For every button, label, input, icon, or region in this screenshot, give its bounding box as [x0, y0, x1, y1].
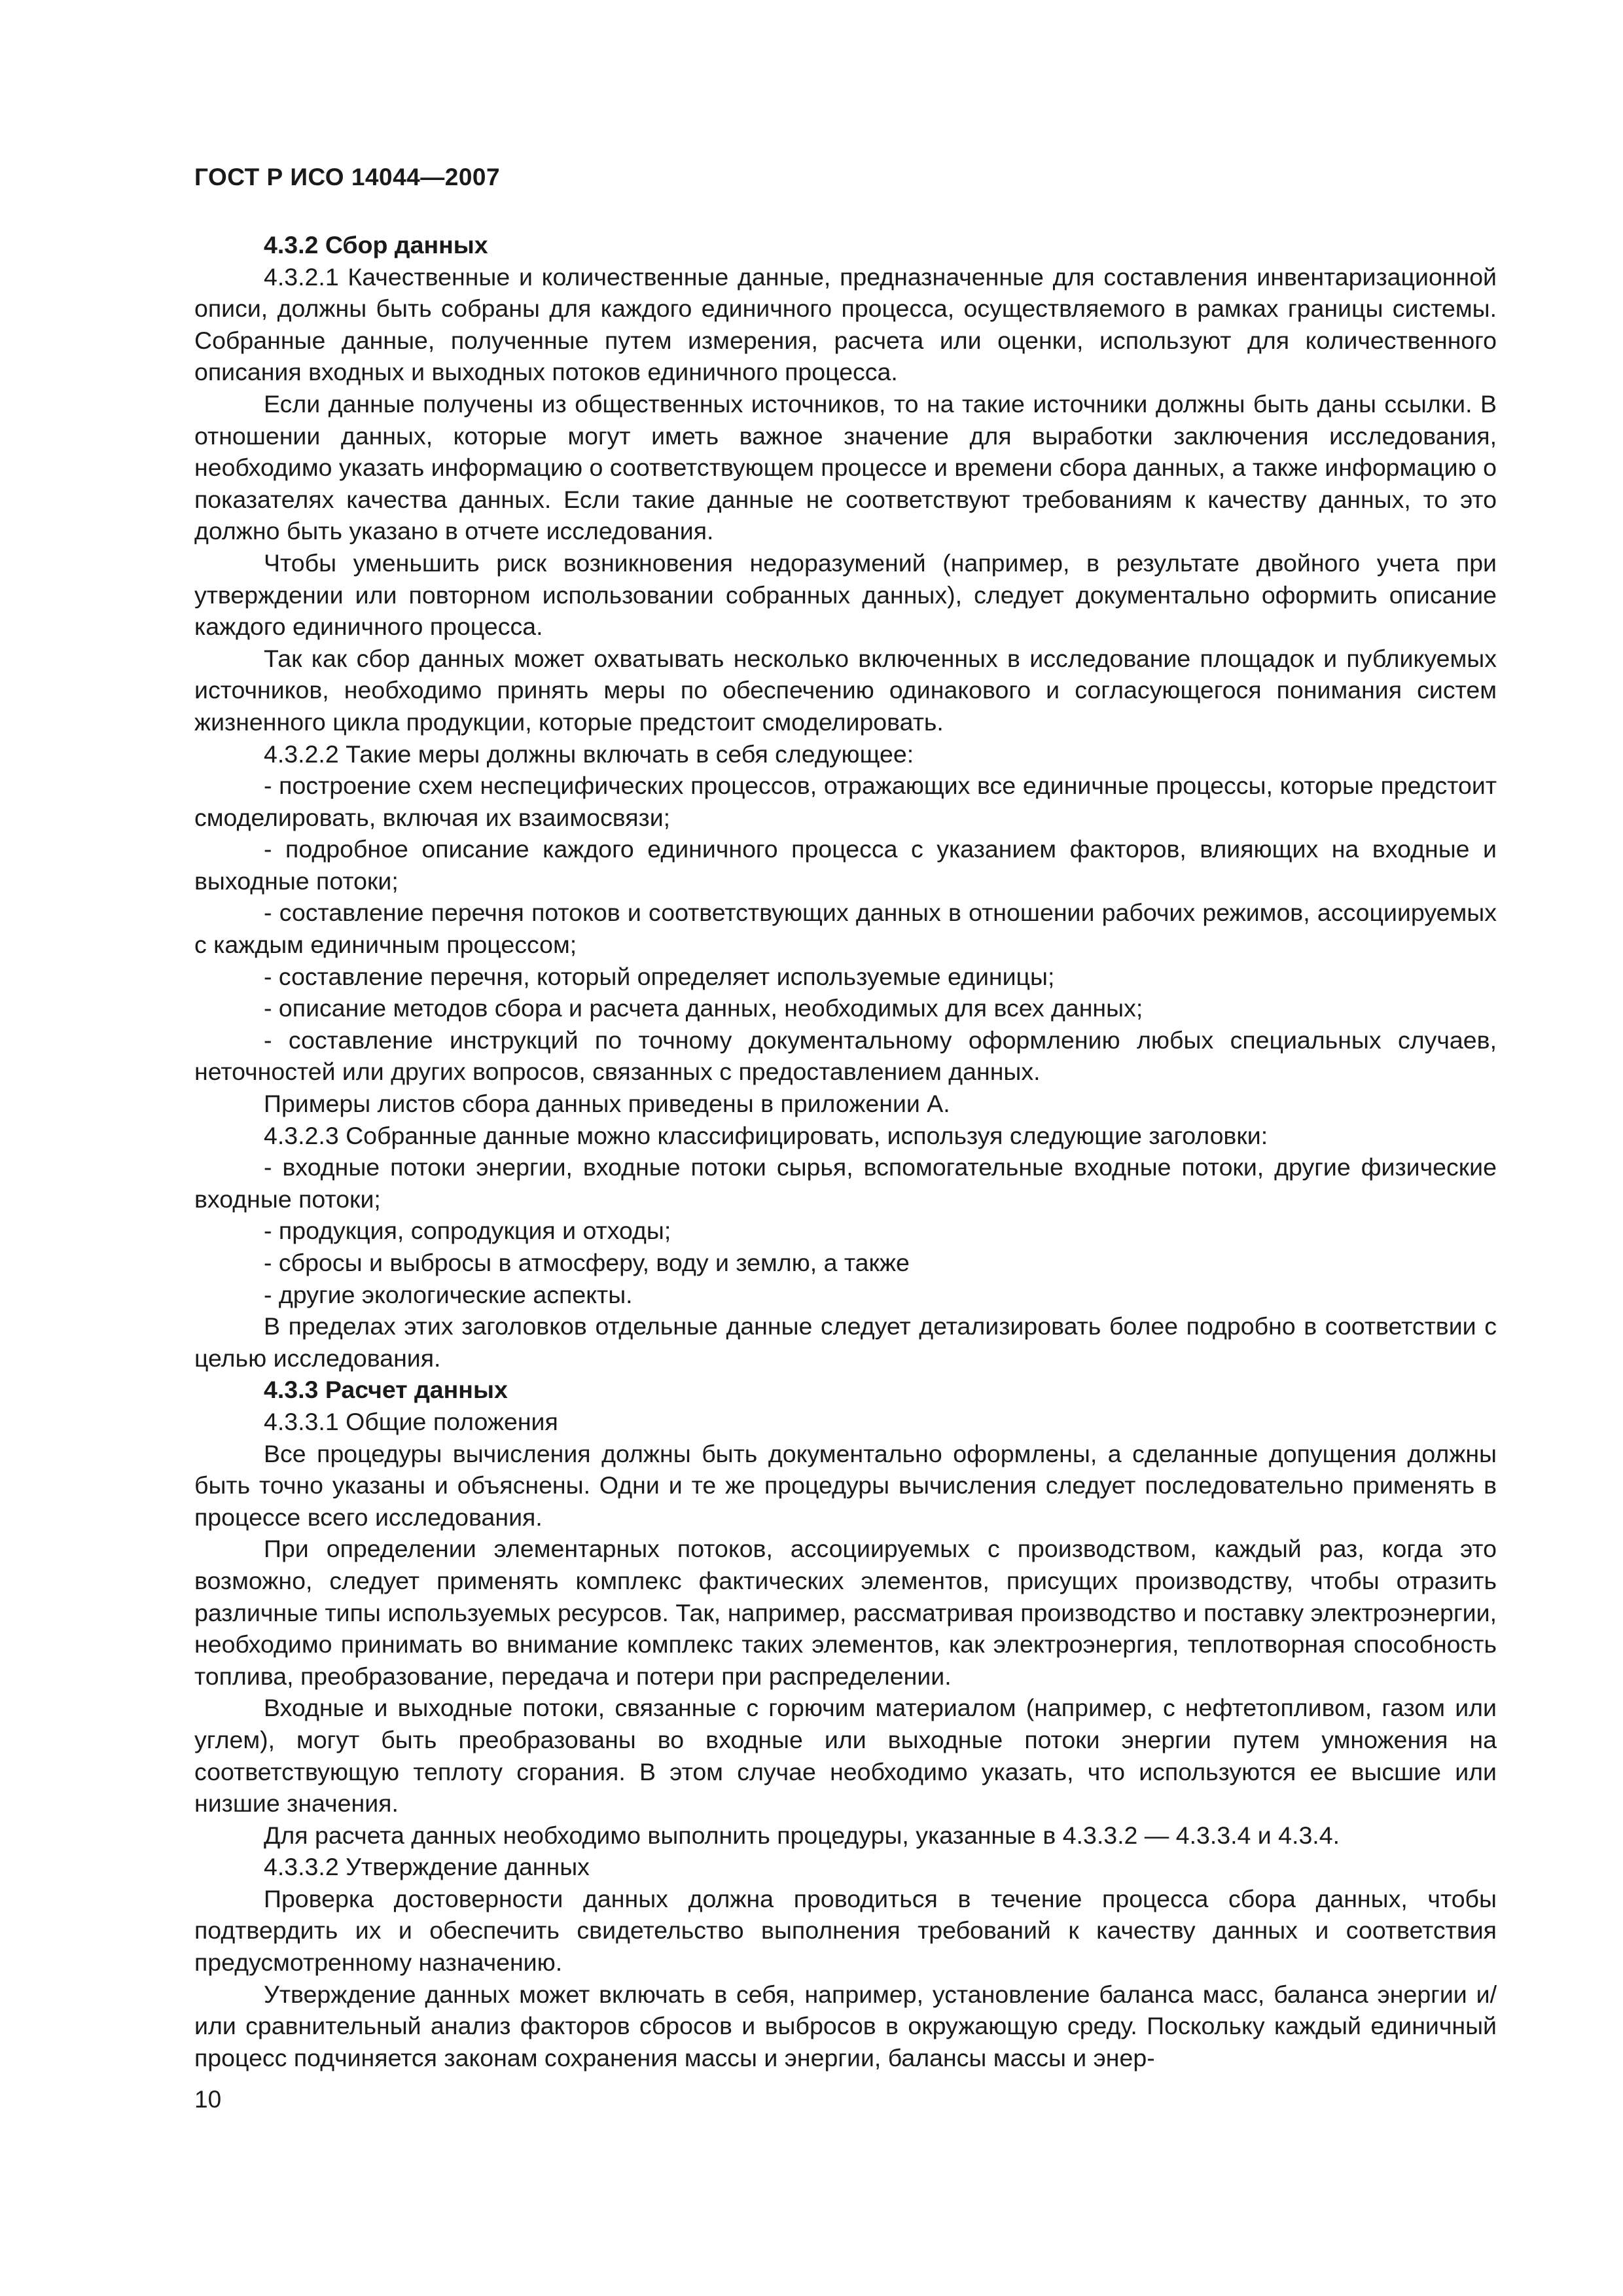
- paragraph: 4.3.2.1 Качественные и количественные данные, предназначенные для составления инвентаризационной описи, должны быть собраны для каждого единичного процесса, осуществляемого в рамках границы системы. Собранные данные, полученные путем измерения, расчета или оценки, используют для количественного описания входных и выходных потоков единичного процесса.: [194, 262, 1497, 386]
- paragraph: - другие экологические аспекты.: [264, 1280, 633, 1308]
- paragraph: Проверка достоверности данных должна проводиться в течение процесса сбора данных, чтобы подтвердить их и обеспечить свидетельство выполнения требований к качеству данных и соответствия предусмотренному назначению.: [194, 1884, 1497, 1977]
- paragraph: В пределах этих заголовков отдельные данные следует детализировать более подробно в соответствии с целью исследования.: [194, 1312, 1497, 1372]
- document-header: ГОСТ Р ИСО 14044—2007: [194, 164, 501, 190]
- paragraph: - описание методов сбора и расчета данных, необходимых для всех данных;: [264, 994, 1143, 1022]
- paragraph: 4.3.2.3 Собранные данные можно классифицировать, используя следующие заголовки:: [264, 1121, 1268, 1149]
- document-body: [194, 229, 1497, 2073]
- paragraph: - продукция, сопродукция и отходы;: [264, 1217, 671, 1245]
- paragraph: - сбросы и выбросы в атмосферу, воду и землю, а также: [264, 1249, 910, 1276]
- paragraph: Так как сбор данных может охватывать несколько включенных в исследование площадок и публикуемых источников, необходимо принять меры по обеспечению одинакового и согласующегося понимания систем жизненного цикла продукции, которые предстоит смоделировать.: [194, 644, 1497, 736]
- paragraph: 4.3.3.1 Общие положения: [264, 1407, 558, 1435]
- paragraph: Утверждение данных может включать в себя, например, установление баланса масс, баланса энергии и/или сравнительный анализ факторов сбросов и выбросов в окружающую среду. Поскольку каждый единичный процесс подчиняется законам сохранения массы и энергии, балансы массы и энер-: [194, 1980, 1497, 2072]
- paragraph: Все процедуры вычисления должны быть документально оформлены, а сделанные допущения должны быть точно указаны и объяснены. Одни и те же процедуры вычисления следует последовательно применять в процессе всего исследования.: [194, 1439, 1497, 1531]
- paragraph: - подробное описание каждого единичного процесса с указанием факторов, влияющих на входные и выходные потоки;: [194, 835, 1497, 895]
- paragraph: 4.3.3.2 Утверждение данных: [264, 1853, 590, 1881]
- paragraph: - составление перечня, который определяет используемые единицы;: [264, 962, 1055, 990]
- paragraph: Для расчета данных необходимо выполнить процедуры, указанные в 4.3.3.2 — 4.3.3.4 и 4.3.4.: [264, 1821, 1340, 1849]
- paragraph: Входные и выходные потоки, связанные с горючим материалом (например, с нефтетопливом, газом или углем), могут быть преобразованы во входные или выходные потоки энергии путем умножения на соответствующую теплоту сгорания. В этом случае необходимо указать, что используются ее высшие или низшие значения.: [194, 1694, 1497, 1818]
- section-heading: 4.3.2 Сбор данных: [264, 231, 488, 259]
- paragraph: - построение схем неспецифических процессов, отражающих все единичные процессы, которые предстоит смоделировать, включая их взаимосвязи;: [194, 772, 1497, 831]
- paragraph: Примеры листов сбора данных приведены в приложении А.: [264, 1090, 950, 1118]
- paragraph: При определении элементарных потоков, ассоциируемых с производством, каждый раз, когда это возможно, следует применять комплекс фактических элементов, присущих производству, чтобы отразить различные типы используемых ресурсов. Так, например, рассматривая производство и поставку электроэнергии, необходимо принимать во внимание комплекс таких элементов, как электроэнергия, теплотворная способность топлива, преобразование, передача и потери при распределении.: [194, 1535, 1497, 1690]
- page-number: 10: [194, 2086, 222, 2113]
- paragraph: Если данные получены из общественных источников, то на такие источники должны быть даны ссылки. В отношении данных, которые могут иметь важное значение для выработки заключения исследования, необходимо указать информацию о соответствующем процессе и времени сбора данных, а также информацию о показателях качества данных. Если такие данные не соответствуют требованиям к качеству данных, то это должно быть указано в отчете исследования.: [194, 389, 1497, 545]
- paragraph: 4.3.2.2 Такие меры должны включать в себя следующее:: [264, 740, 914, 768]
- section-heading: 4.3.3 Расчет данных: [264, 1376, 508, 1404]
- paragraph: - составление перечня потоков и соответствующих данных в отношении рабочих режимов, ассоциируемых с каждым единичным процессом;: [194, 899, 1497, 959]
- paragraph: Чтобы уменьшить риск возникновения недоразумений (например, в результате двойного учета при утверждении или повторном использовании собранных данных), следует документально оформить описание каждого единичного процесса.: [194, 548, 1497, 641]
- paragraph: - составление инструкций по точному документальному оформлению любых специальных случаев, неточностей или других вопросов, связанных с предоставлением данных.: [194, 1026, 1497, 1086]
- paragraph: - входные потоки энергии, входные потоки сырья, вспомогательные входные потоки, другие физические входные потоки;: [194, 1153, 1497, 1213]
